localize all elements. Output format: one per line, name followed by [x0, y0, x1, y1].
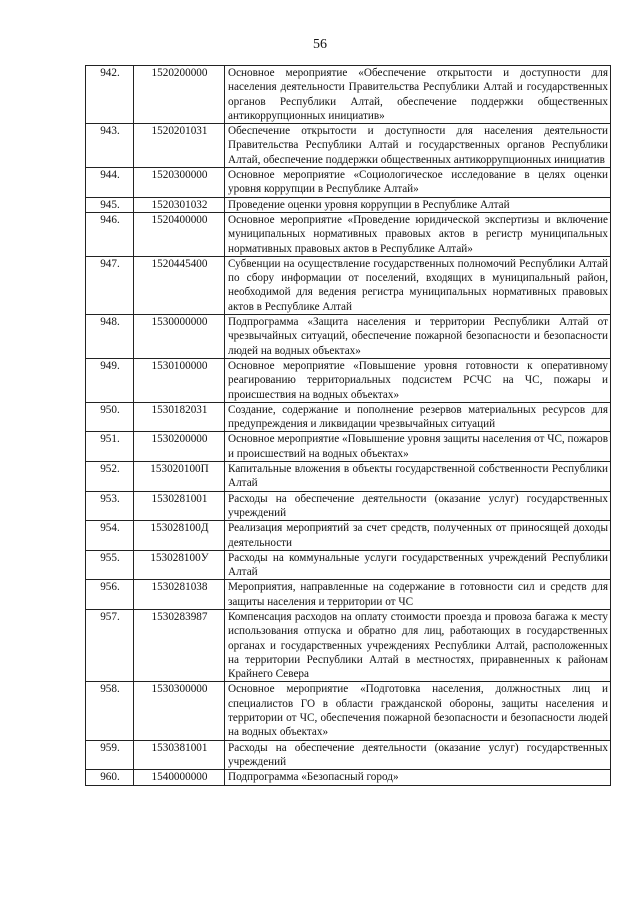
target-code: 1530182031 — [134, 402, 225, 432]
row-number: 942. — [86, 66, 134, 124]
item-name: Капитальные вложения в объекты государственной собственности Республики Алтай — [225, 462, 611, 492]
budget-code-table — [85, 65, 611, 786]
row-number: 960. — [86, 770, 134, 785]
item-name: Основное мероприятие «Социологическое исследование в целях оценки уровня коррупции в Республике Алтай» — [225, 168, 611, 198]
target-code: 1530100000 — [134, 358, 225, 402]
item-name: Подпрограмма «Безопасный город» — [225, 770, 611, 785]
table-row — [86, 256, 611, 314]
page-number: 56 — [313, 37, 327, 52]
item-name: Обеспечение открытости и доступности для населения деятельности Правительства Республики Алтай и государственных органов Республики Алтай, обеспечение поддержки общественных антикоррупционных инициатив — [225, 124, 611, 168]
table-row — [86, 168, 611, 198]
row-number: 954. — [86, 521, 134, 551]
table-row — [86, 315, 611, 359]
item-name: Создание, содержание и пополнение резервов материальных ресурсов для предупреждения и ликвидации чрезвычайных ситуаций — [225, 402, 611, 432]
item-name: Расходы на обеспечение деятельности (оказание услуг) государственных учреждений — [225, 491, 611, 521]
row-number: 943. — [86, 124, 134, 168]
row-number: 951. — [86, 432, 134, 462]
table-row — [86, 462, 611, 492]
target-code: 1530283987 — [134, 609, 225, 681]
row-number: 945. — [86, 197, 134, 212]
target-code: 153028100Д — [134, 521, 225, 551]
item-name: Основное мероприятие «Повышение уровня защиты населения от ЧС, пожаров и происшествий на водных объектах» — [225, 432, 611, 462]
target-code: 1520201031 — [134, 124, 225, 168]
row-number: 953. — [86, 491, 134, 521]
table-row — [86, 358, 611, 402]
item-name: Компенсация расходов на оплату стоимости проезда и провоза багажа к месту использования отпуска и обратно для лиц, работающих в государственных органах и государственных учреждениях Республики Алтай, расположенных на территории Республики Алтай в местностях, приравненных к районам Крайнего Севера — [225, 609, 611, 681]
row-number: 958. — [86, 682, 134, 740]
row-number: 948. — [86, 315, 134, 359]
target-code: 1520200000 — [134, 66, 225, 124]
target-code: 153020100П — [134, 462, 225, 492]
row-number: 952. — [86, 462, 134, 492]
table-row — [86, 197, 611, 212]
table-row — [86, 770, 611, 785]
table-body — [86, 66, 611, 786]
item-name: Проведение оценки уровня коррупции в Республике Алтай — [225, 197, 611, 212]
table-row — [86, 521, 611, 551]
target-code: 1530381001 — [134, 740, 225, 770]
table-row — [86, 212, 611, 256]
target-code: 1530300000 — [134, 682, 225, 740]
target-code: 1530000000 — [134, 315, 225, 359]
item-name: Субвенции на осуществление государственных полномочий Республики Алтай по сбору информации от поселений, входящих в муниципальный район, необходимой для ведения регистра муниципальных нормативных правовых актов в Республике Алтай — [225, 256, 611, 314]
row-number: 944. — [86, 168, 134, 198]
table-row — [86, 124, 611, 168]
row-number: 950. — [86, 402, 134, 432]
row-number: 946. — [86, 212, 134, 256]
row-number: 955. — [86, 550, 134, 580]
item-name: Расходы на коммунальные услуги государственных учреждений Республики Алтай — [225, 550, 611, 580]
row-number: 957. — [86, 609, 134, 681]
table-row — [86, 740, 611, 770]
table-row — [86, 402, 611, 432]
item-name: Основное мероприятие «Обеспечение открытости и доступности для населения деятельности Правительства Республики Алтай и государственных органов Республики Алтай, обеспечение поддержки общественных антикоррупционных инициатив» — [225, 66, 611, 124]
table-row — [86, 550, 611, 580]
target-code: 1520301032 — [134, 197, 225, 212]
item-name: Основное мероприятие «Подготовка населения, должностных лиц и специалистов ГО в области гражданской обороны, защиты населения и территории от ЧС, обеспечения пожарной безопасности и безопасности людей на водных объектах» — [225, 682, 611, 740]
row-number: 959. — [86, 740, 134, 770]
table-row — [86, 682, 611, 740]
table-row — [86, 609, 611, 681]
row-number: 949. — [86, 358, 134, 402]
target-code: 1530281001 — [134, 491, 225, 521]
item-name: Основное мероприятие «Повышение уровня готовности к оперативному реагированию территориальных подсистем РСЧС на ЧС, пожары и происшествия на водных объектах» — [225, 358, 611, 402]
target-code: 1520300000 — [134, 168, 225, 198]
table-row — [86, 580, 611, 610]
target-code: 1520445400 — [134, 256, 225, 314]
target-code: 1540000000 — [134, 770, 225, 785]
row-number: 956. — [86, 580, 134, 610]
table-row — [86, 491, 611, 521]
table-row — [86, 66, 611, 124]
item-name: Расходы на обеспечение деятельности (оказание услуг) государственных учреждений — [225, 740, 611, 770]
table-row — [86, 432, 611, 462]
target-code: 1530200000 — [134, 432, 225, 462]
item-name: Мероприятия, направленные на содержание в готовности сил и средств для защиты населения и территории от ЧС — [225, 580, 611, 610]
item-name: Основное мероприятие «Проведение юридической экспертизы и включение муниципальных нормативных правовых актов в регистр муниципальных нормативных правовых актов в Республике Алтай» — [225, 212, 611, 256]
item-name: Подпрограмма «Защита населения и территории Республики Алтай от чрезвычайных ситуаций, обеспечение пожарной безопасности и безопасности людей на водных объектах» — [225, 315, 611, 359]
target-code: 1520400000 — [134, 212, 225, 256]
row-number: 947. — [86, 256, 134, 314]
target-code: 153028100У — [134, 550, 225, 580]
target-code: 1530281038 — [134, 580, 225, 610]
item-name: Реализация мероприятий за счет средств, полученных от приносящей доходы деятельности — [225, 521, 611, 551]
